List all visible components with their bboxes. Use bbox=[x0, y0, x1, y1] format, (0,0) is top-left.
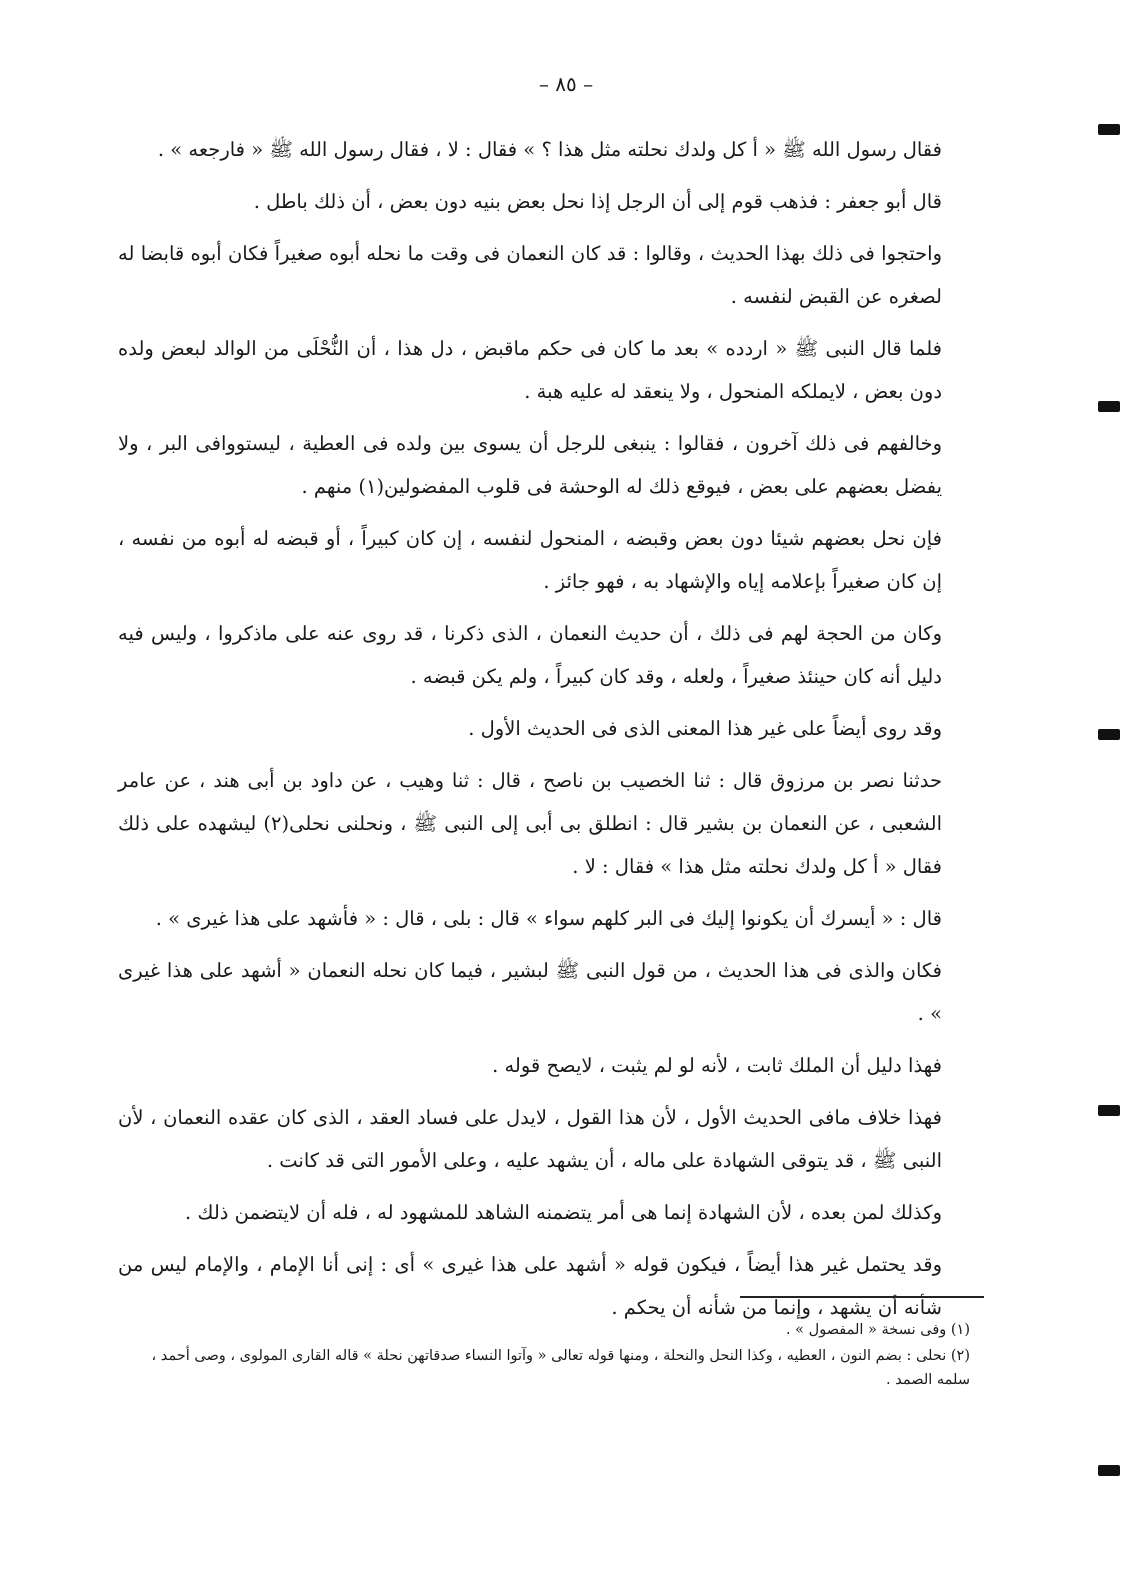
paragraph: فكان والذى فى هذا الحديث ، من قول النبى ﷺ لبشير ، فيما كان نحله النعمان « أشهد على هذا غيرى » . bbox=[118, 959, 942, 1025]
paragraph: فإن نحل بعضهم شيئا دون بعض وقبضه ، المنحول لنفسه ، إن كان كبيراً ، أو قبضه له أبوه من نفسه ، إن كان صغيراً بإعلامه إياه والإشهاد به ، فهو جائز . bbox=[118, 527, 942, 593]
main-text bbox=[118, 128, 988, 1338]
paragraph: فلما قال النبى ﷺ « اردده » بعد ما كان فى حكم ماقبض ، دل هذا ، أن النُّحْلَى من الوالد لبعض ولده دون بعض ، لايملكه المنحول ، ولا ينعقد له عليه هبة . bbox=[118, 337, 942, 403]
footnote-divider bbox=[740, 1296, 984, 1298]
paragraph: قال : « أيسرك أن يكونوا إليك فى البر كلهم سواء » قال : بلى ، قال : « فأشهد على هذا غيرى » . bbox=[155, 907, 942, 930]
paragraph: قال أبو جعفر : فذهب قوم إلى أن الرجل إذا نحل بعض بنيه دون بعض ، أن ذلك باطل . bbox=[253, 190, 942, 213]
paragraph: فهذا دليل أن الملك ثابت ، لأنه لو لم يثبت ، لايصح قوله . bbox=[492, 1054, 942, 1077]
paragraph: فهذا خلاف مافى الحديث الأول ، لأن هذا القول ، لايدل على فساد العقد ، الذى كان عقده النعمان ، لأن النبى ﷺ ، قد يتوقى الشهادة على ماله ، أن يشهد عليه ، وعلى الأمور التى قد كانت . bbox=[118, 1106, 942, 1172]
paragraph: وقد يحتمل غير هذا أيضاً ، فيكون قوله « أشهد على هذا غيرى » أى : إنى أنا الإمام ، والإمام ليس من شأنه أن يشهد ، وإنما من شأنه أن يحكم . bbox=[118, 1253, 942, 1319]
scan-edge-mark bbox=[1098, 1465, 1120, 1476]
paragraph: فقال رسول الله ﷺ « أ كل ولدك نحلته مثل هذا ؟ » فقال : لا ، فقال رسول الله ﷺ « فارجعه » . bbox=[157, 138, 942, 161]
paragraph: وكذلك لمن بعده ، لأن الشهادة إنما هى أمر يتضمنه الشاهد للمشهود له ، فله أن لايتضمن ذلك . bbox=[184, 1201, 942, 1224]
footnote: (٢) نحلى : بضم النون ، العطيه ، وكذا النحل والنحلة ، ومنها قوله تعالى « وآتوا النساء صدقاتهن نحلة » قاله القارى المولوى ، وصى أحمد ، سلمه الصمد . bbox=[151, 1348, 970, 1388]
footnotes bbox=[118, 1318, 988, 1394]
scan-edge-mark bbox=[1098, 401, 1120, 412]
paragraph: واحتجوا فى ذلك بهذا الحديث ، وقالوا : قد كان النعمان فى وقت ما نحله أبوه صغيراً فكان أبوه قابضا له لصغره عن القبض لنفسه . bbox=[118, 242, 942, 308]
footnote: (١) وفى نسخة « المفصول » . bbox=[785, 1322, 970, 1338]
paragraph: وقد روى أيضاً على غير هذا المعنى الذى فى الحديث الأول . bbox=[468, 717, 942, 740]
scan-edge-mark bbox=[1098, 729, 1120, 740]
paragraph: وكان من الحجة لهم فى ذلك ، أن حديث النعمان ، الذى ذكرنا ، قد روى عنه على ماذكروا ، وليس فيه دليل أنه كان حينئذ صغيراً ، ولعله ، وقد كان كبيراً ، ولم يكن قبضه . bbox=[118, 622, 942, 688]
scan-edge-mark bbox=[1098, 124, 1120, 135]
paragraph: حدثنا نصر بن مرزوق قال : ثنا الخصيب بن ناصح ، قال : ثنا وهيب ، عن داود بن أبى هند ، عن عامر الشعبى ، عن النعمان بن بشير قال : انطلق بى أبى إلى النبى ﷺ ، ونحلنى نحلى(٢) ليشهده على ذلك فقال « أ كل ولدك نحلته مثل هذا » فقال : لا . bbox=[118, 769, 942, 878]
scan-edge-mark bbox=[1098, 1105, 1120, 1116]
page-number: – ٨٥ – bbox=[538, 72, 594, 96]
paragraph: وخالفهم فى ذلك آخرون ، فقالوا : ينبغى للرجل أن يسوى بين ولده فى العطية ، ليستووافى البر ، ولا يفضل بعضهم على بعض ، فيوقع ذلك له الوحشة فى قلوب المفضولين(١) منهم . bbox=[118, 432, 942, 498]
